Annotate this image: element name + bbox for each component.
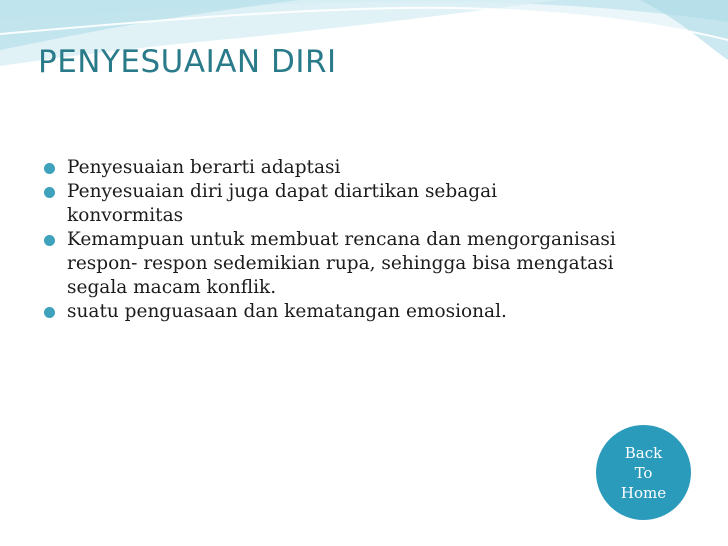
- bullet-icon: [44, 187, 55, 198]
- bullet-text: Penyesuaian berarti adaptasi: [67, 157, 341, 178]
- bullet-icon: [44, 307, 55, 318]
- slide-title: PENYESUAIAN DIRI: [38, 44, 337, 80]
- bullet-icon: [44, 163, 55, 174]
- bullet-text: Penyesuaian diri juga dapat diartikan sebagai konvormitas: [67, 181, 498, 226]
- bullet-text: suatu penguasaan dan kematangan emosional.: [67, 301, 507, 322]
- list-item: [44, 156, 684, 180]
- bullet-text: Kemampuan untuk membuat rencana dan mengorganisasi respon- respon sedemikian rupa, sehingga bisa mengatasi segala macam konflik.: [67, 229, 616, 298]
- home-button-label-line3: Home: [620, 483, 667, 502]
- home-button-label-line1: Back: [624, 443, 663, 462]
- list-item: [44, 180, 587, 228]
- home-button-label-line2: To: [634, 463, 653, 482]
- back-to-home-button[interactable]: [596, 425, 691, 520]
- bullet-list: [44, 156, 684, 324]
- list-item: [44, 300, 684, 324]
- bullet-icon: [44, 235, 55, 246]
- list-item: [44, 228, 647, 300]
